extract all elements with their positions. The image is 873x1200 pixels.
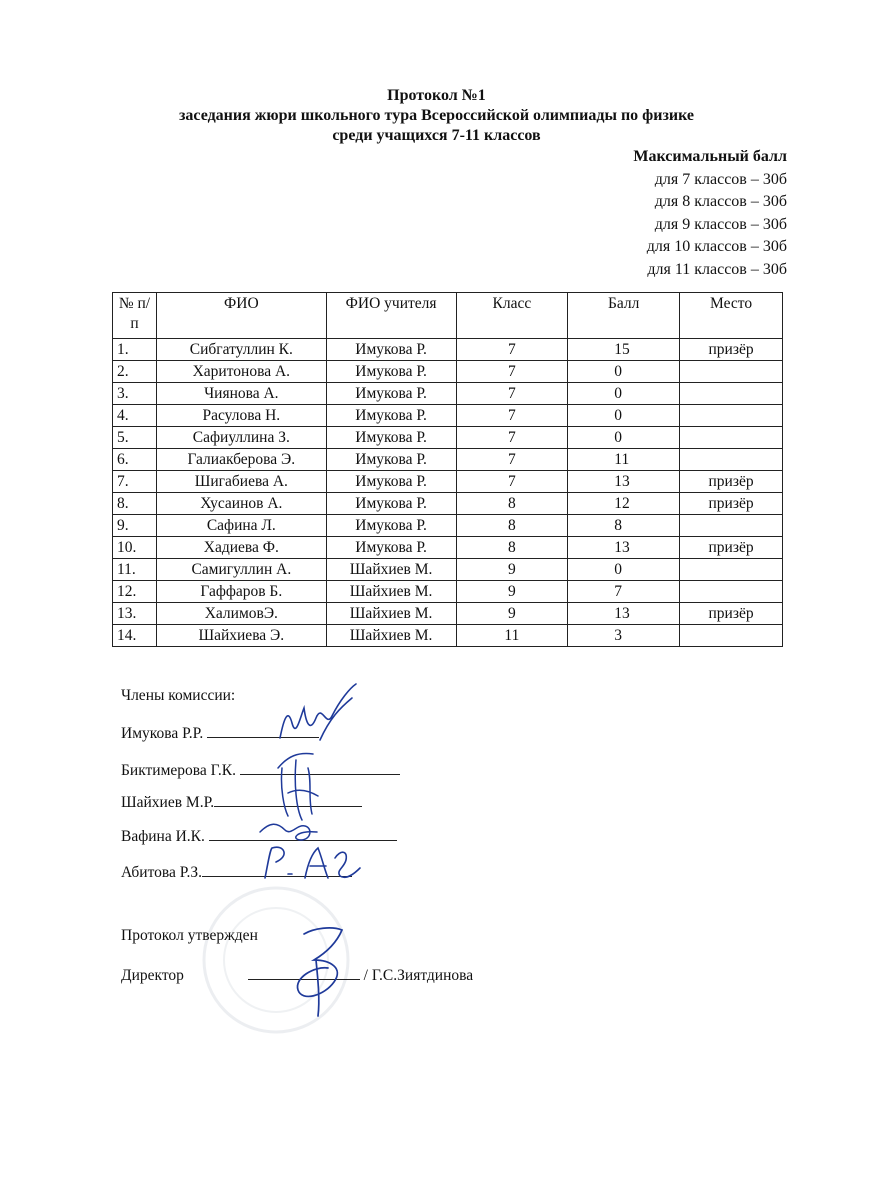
table-row <box>113 339 783 361</box>
commission-label: Члены комиссии: <box>121 687 236 704</box>
cell-teacher: Шайхиев М. <box>326 625 456 647</box>
cell-grade: 8 <box>456 515 568 537</box>
cell-place <box>680 625 783 647</box>
cell-num: 13. <box>113 603 157 625</box>
cell-name: Сафина Л. <box>156 515 326 537</box>
cell-teacher: Имукова Р. <box>326 449 456 471</box>
cell-teacher: Имукова Р. <box>326 361 456 383</box>
member-name: Имукова Р.Р. <box>121 725 204 742</box>
cell-num: 6. <box>113 449 157 471</box>
cell-name: Хадиева Ф. <box>156 537 326 559</box>
cell-teacher: Имукова Р. <box>326 383 456 405</box>
commission-member-row <box>121 758 400 781</box>
cell-grade: 7 <box>456 427 568 449</box>
cell-num: 8. <box>113 493 157 515</box>
cell-grade: 11 <box>456 625 568 647</box>
signature-abitova <box>250 838 370 888</box>
cell-score: 11 <box>568 449 680 471</box>
table-row <box>113 383 783 405</box>
cell-num: 1. <box>113 339 157 361</box>
cell-place <box>680 383 783 405</box>
cell-teacher: Имукова Р. <box>326 515 456 537</box>
director-role: Директор <box>121 967 184 984</box>
cell-grade: 8 <box>456 537 568 559</box>
approval-label: Протокол утвержден <box>121 927 258 944</box>
col-header-score: Балл <box>568 293 680 339</box>
cell-score: 12 <box>568 493 680 515</box>
cell-score: 3 <box>568 625 680 647</box>
cell-teacher: Шайхиев М. <box>326 581 456 603</box>
cell-name: Сафиуллина З. <box>156 427 326 449</box>
table-row <box>113 603 783 625</box>
cell-grade: 9 <box>456 581 568 603</box>
member-name: Биктимерова Г.К. <box>121 762 236 779</box>
cell-place: призёр <box>680 493 783 515</box>
cell-grade: 9 <box>456 603 568 625</box>
col-header-grade: Класс <box>456 293 568 339</box>
cell-score: 0 <box>568 361 680 383</box>
table-row <box>113 581 783 603</box>
cell-num: 4. <box>113 405 157 427</box>
cell-name: Галиакберова Э. <box>156 449 326 471</box>
cell-place <box>680 581 783 603</box>
cell-name: Харитонова А. <box>156 361 326 383</box>
max-score-line: для 9 классов – 30б <box>654 215 787 233</box>
cell-score: 15 <box>568 339 680 361</box>
cell-name: Шигабиева А. <box>156 471 326 493</box>
cell-score: 0 <box>568 405 680 427</box>
cell-grade: 7 <box>456 339 568 361</box>
table-row <box>113 449 783 471</box>
max-score-line: для 7 классов – 30б <box>654 170 787 188</box>
cell-teacher: Шайхиев М. <box>326 559 456 581</box>
col-header-place: Место <box>680 293 783 339</box>
cell-score: 8 <box>568 515 680 537</box>
cell-grade: 9 <box>456 559 568 581</box>
cell-grade: 7 <box>456 471 568 493</box>
cell-teacher: Имукова Р. <box>326 537 456 559</box>
table-row <box>113 427 783 449</box>
signature-director <box>284 920 354 1020</box>
max-score-block <box>633 146 787 281</box>
cell-teacher: Шайхиев М. <box>326 603 456 625</box>
cell-teacher: Имукова Р. <box>326 471 456 493</box>
cell-name: Хусаинов А. <box>156 493 326 515</box>
cell-name: Самигуллин А. <box>156 559 326 581</box>
cell-num: 12. <box>113 581 157 603</box>
cell-grade: 7 <box>456 449 568 471</box>
col-header-name: ФИО <box>156 293 326 339</box>
cell-score: 13 <box>568 603 680 625</box>
results-table <box>112 292 783 647</box>
table-header-row <box>113 293 783 339</box>
cell-num: 10. <box>113 537 157 559</box>
cell-num: 14. <box>113 625 157 647</box>
cell-grade: 7 <box>456 405 568 427</box>
max-score-line: для 8 классов – 30б <box>654 193 787 210</box>
cell-num: 9. <box>113 515 157 537</box>
cell-place <box>680 427 783 449</box>
protocol-subtitle: заседания жюри школьного тура Всероссийской олимпиады по физике <box>178 107 695 124</box>
cell-score: 0 <box>568 427 680 449</box>
cell-num: 2. <box>113 361 157 383</box>
table-row <box>113 405 783 427</box>
cell-score: 13 <box>568 471 680 493</box>
cell-name: ХалимовЭ. <box>156 603 326 625</box>
cell-score: 0 <box>568 559 680 581</box>
table-row <box>113 625 783 647</box>
cell-place <box>680 449 783 471</box>
cell-num: 7. <box>113 471 157 493</box>
director-name: / Г.С.Зиятдинова <box>363 967 474 984</box>
cell-teacher: Имукова Р. <box>326 405 456 427</box>
cell-teacher: Имукова Р. <box>326 339 456 361</box>
cell-place <box>680 361 783 383</box>
cell-place: призёр <box>680 339 783 361</box>
member-name: Вафина И.К. <box>121 828 205 845</box>
cell-teacher: Имукова Р. <box>326 493 456 515</box>
cell-grade: 7 <box>456 361 568 383</box>
table-row <box>113 559 783 581</box>
max-score-title: Максимальный балл <box>633 148 787 165</box>
cell-num: 5. <box>113 427 157 449</box>
table-row <box>113 361 783 383</box>
cell-place <box>680 515 783 537</box>
cell-name: Чиянова А. <box>156 383 326 405</box>
cell-num: 11. <box>113 559 157 581</box>
col-header-teacher: ФИО учителя <box>326 293 456 339</box>
cell-place <box>680 405 783 427</box>
table-row <box>113 471 783 493</box>
col-header-num: № п/п <box>113 293 157 339</box>
cell-place: призёр <box>680 537 783 559</box>
cell-score: 13 <box>568 537 680 559</box>
table-row <box>113 515 783 537</box>
cell-grade: 8 <box>456 493 568 515</box>
cell-place: призёр <box>680 603 783 625</box>
max-score-line: для 10 классов – 30б <box>646 238 787 255</box>
member-name: Абитова Р.З. <box>121 864 202 881</box>
cell-place <box>680 559 783 581</box>
cell-teacher: Имукова Р. <box>326 427 456 449</box>
cell-num: 3. <box>113 383 157 405</box>
protocol-subtitle-2: среди учащихся 7-11 классов <box>332 127 541 144</box>
cell-place: призёр <box>680 471 783 493</box>
cell-name: Гаффаров Б. <box>156 581 326 603</box>
member-name: Шайхиев М.Р. <box>121 794 215 811</box>
cell-name: Расулова Н. <box>156 405 326 427</box>
cell-name: Сибгатуллин К. <box>156 339 326 361</box>
cell-grade: 7 <box>456 383 568 405</box>
max-score-line: для 11 классов – 30б <box>647 260 787 278</box>
table-row <box>113 493 783 515</box>
cell-score: 7 <box>568 581 680 603</box>
protocol-title: Протокол №1 <box>387 87 486 104</box>
cell-score: 0 <box>568 383 680 405</box>
table-row <box>113 537 783 559</box>
cell-name: Шайхиева Э. <box>156 625 326 647</box>
